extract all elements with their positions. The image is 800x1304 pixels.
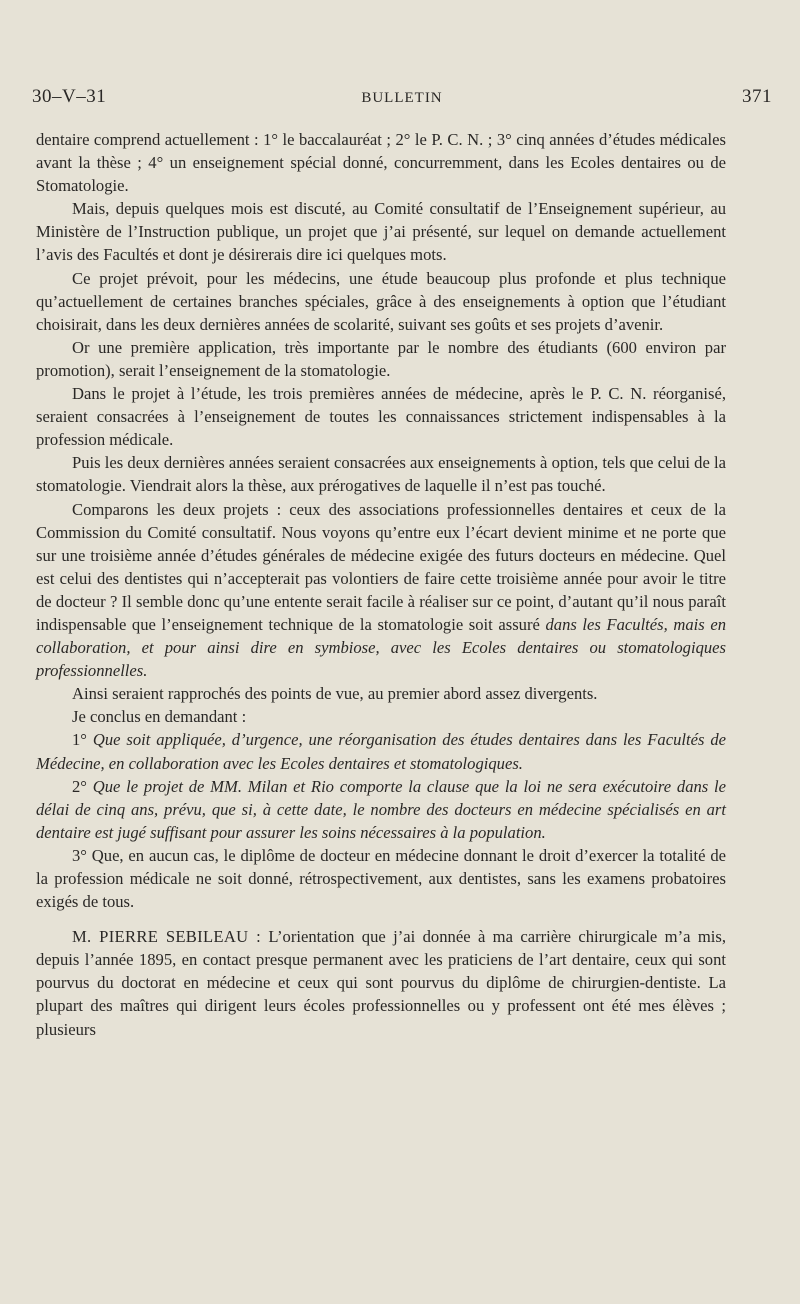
paragraph: Puis les deux dernières années seraient consacrées aux enseignements à option, tels que celui de la stomatologie. Viendrait alors la thèse, aux prérogatives de laquelle il n’est pas touché. — [36, 453, 726, 496]
paragraph: Mais, depuis quelques mois est discuté, au Comité consultatif de l’Enseignement supérieur, au Ministère de l’Instruction publique, un projet que j’ai présenté, sur lequel on demande actuellement l’avis des Facultés et dont je désirerais dire ici quelques mots. — [36, 199, 726, 265]
speaker-name: M. PIERRE SEBILEAU : — [72, 927, 262, 947]
conclusion-item — [36, 775, 726, 844]
paragraph: Dans le projet à l’étude, les trois premières années de médecine, après le P. C. N. réorganisé, seraient consacrées à l’enseignement de toutes les connaissances strictement indispensables à la profession médicale. — [36, 384, 726, 450]
article-body — [36, 128, 726, 1041]
item-number: 2° — [72, 776, 87, 796]
conclusion-item — [36, 728, 726, 774]
page-number: 371 — [742, 86, 772, 107]
issue-date: 30–V–31 — [32, 86, 107, 107]
paragraph: dentaire comprend actuellement : 1° le baccalauréat ; 2° le P. C. N. ; 3° cinq années d’études médicales avant la thèse ; 4° un enseignement spécial donné, concurremment, dans les Ecoles dentaires ou de Stomatologie. — [36, 130, 726, 196]
paragraph: Or une première application, très importante par le nombre des étudiants (600 environ par promotion), serait l’enseignement de la stomatologie. — [36, 337, 726, 380]
conclusion-item: 3° Que, en aucun cas, le diplôme de docteur en médecine donnant le droit d’exercer la totalité de la profession médicale ne soit donné, rétrospectivement, aux dentistes, sans les examens probatoires exigés de tous. — [36, 845, 726, 912]
paragraph: Je conclus en demandant : — [72, 707, 247, 727]
speaker-paragraph — [36, 925, 726, 1040]
journal-title: BULLETIN — [361, 90, 443, 106]
speaker-text: L’orientation que j’ai donnée à ma carrière chirurgicale m’a mis, depuis l’année 1895, en contact presque permanent avec les praticiens de l’art dentaire, ceux qui sont pourvus du doctorat en médecine et ceux qui sont pourvus du diplôme de chirurgien-dentiste. La plupart des maîtres qui dirigent leurs écoles professionnelles ou y professent ont été mes élèves ; plusieurs — [36, 927, 726, 1039]
item-number: 1° — [72, 730, 87, 750]
italic-emphasis: dans les Facultés, mais en collaboration, et pour ainsi dire en symbiose, avec les Ecoles dentaires ou stomatologiques professionnelles. — [36, 614, 726, 681]
paragraph-text: Comparons les deux projets : ceux des associations professionnelles dentaires et ceux de la Commission du Comité consultatif. Nous voyons qu’entre eux l’écart devient minime et ne porte que sur une troisième année d’études générales de médecine exigée des futurs docteurs en médecine. Quel est celui des dentistes qui n’accepterait pas volontiers de faire cette troisième année pour avoir le titre de docteur ? Il semble donc qu’une entente serait facile à réaliser sur ce point, d’autant qu’il nous paraît indispensable que l’enseignement technique de la stomatologie soit assuré — [36, 499, 726, 634]
item-text: Que le projet de MM. Milan et Rio comporte la clause que la loi ne sera exécutoire dans le délai de cinq ans, prévu, que si, à cette date, le nombre des docteurs en médecine spécialisés en art dentaire est jugé suffisant pour assurer les soins nécessaires à la population. — [36, 776, 727, 842]
paragraph — [36, 498, 726, 683]
item-text: Que soit appliquée, d’urgence, une réorganisation des études dentaires dans les Facultés de Médecine, en collaboration avec les Ecoles dentaires et stomatologiques. — [36, 730, 726, 773]
running-header — [32, 86, 772, 116]
paragraph: Ce projet prévoit, pour les médecins, une étude beaucoup plus profonde et plus technique qu’actuellement de certaines branches spéciales, grâce à des enseignements à option que l’étudiant choisirait, dans les deux dernières années de scolarité, suivant ses goûts et ses projets d’avenir. — [36, 268, 726, 334]
paragraph: Ainsi seraient rapprochés des points de vue, au premier abord assez divergents. — [72, 684, 598, 704]
